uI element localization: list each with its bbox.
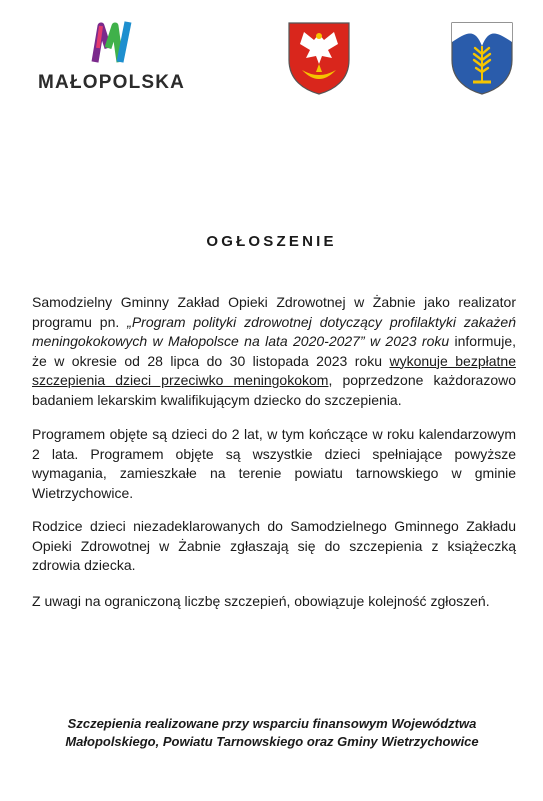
malopolska-logo (38, 18, 198, 98)
gmina-crest-icon (449, 20, 515, 96)
announcement-title: OGŁOSZENIE (206, 233, 337, 250)
paragraph1-end: , poprzedzone każdorazowo badaniem lekarskim kwalifikującym dziecko do szczepienia. (32, 372, 516, 408)
paragraph-program-info (32, 293, 516, 410)
paragraph-limited-doses: Z uwagi na ograniczoną liczbę szczepień, obowiązuje kolejność zgłoszeń. (32, 593, 490, 609)
paragraph1-intro: Samodzielny Gminny Zakład Opieki Zdrowotnej w Żabnie jako realizator programu pn. (32, 294, 516, 330)
footer-line-1: Szczepienia realizowane przy wsparciu finansowym Województwa (67, 716, 477, 731)
malopolska-wordmark: MAŁOPOLSKA (38, 72, 186, 93)
paragraph1-middle: informuje, że w okresie od 28 lipca do 30 listopada 2023 roku (32, 333, 516, 369)
tarnow-county-crest-icon (286, 20, 352, 96)
paragraph-eligibility: Programem objęte są dzieci do 2 lat, w tym kończące w roku kalendarzowym 2 lata. Programem objęte są wszystkie dzieci spełniające powyższe wymagania, zamieszkałe na terenie powiatu tarnowskiego w gminie Wietrzychowice. (32, 426, 516, 501)
footer-line-2: Małopolskiego, Powiatu Tarnowskiego oraz Gminy Wietrzychowice (65, 734, 479, 749)
free-vaccination-statement: wykonuje bezpłatne szczepienia dzieci przeciwko meningokokom (32, 352, 516, 388)
header (0, 0, 543, 110)
program-name: „Program polityki zdrowotnej dotyczący profilaktyki zakażeń meningokokowych w Małopolsce na lata 2020-2027” w 2023 roku (32, 313, 516, 349)
funding-footer (30, 715, 514, 751)
paragraph-parents-info: Rodzice dzieci niezadeklarowanych do Samodzielnego Gminnego Zakładu Opieki Zdrowotnej w Żabnie zgłaszają się do szczepienia z książeczką zdrowia dziecka. (32, 518, 516, 573)
malopolska-m-icon (38, 18, 198, 70)
